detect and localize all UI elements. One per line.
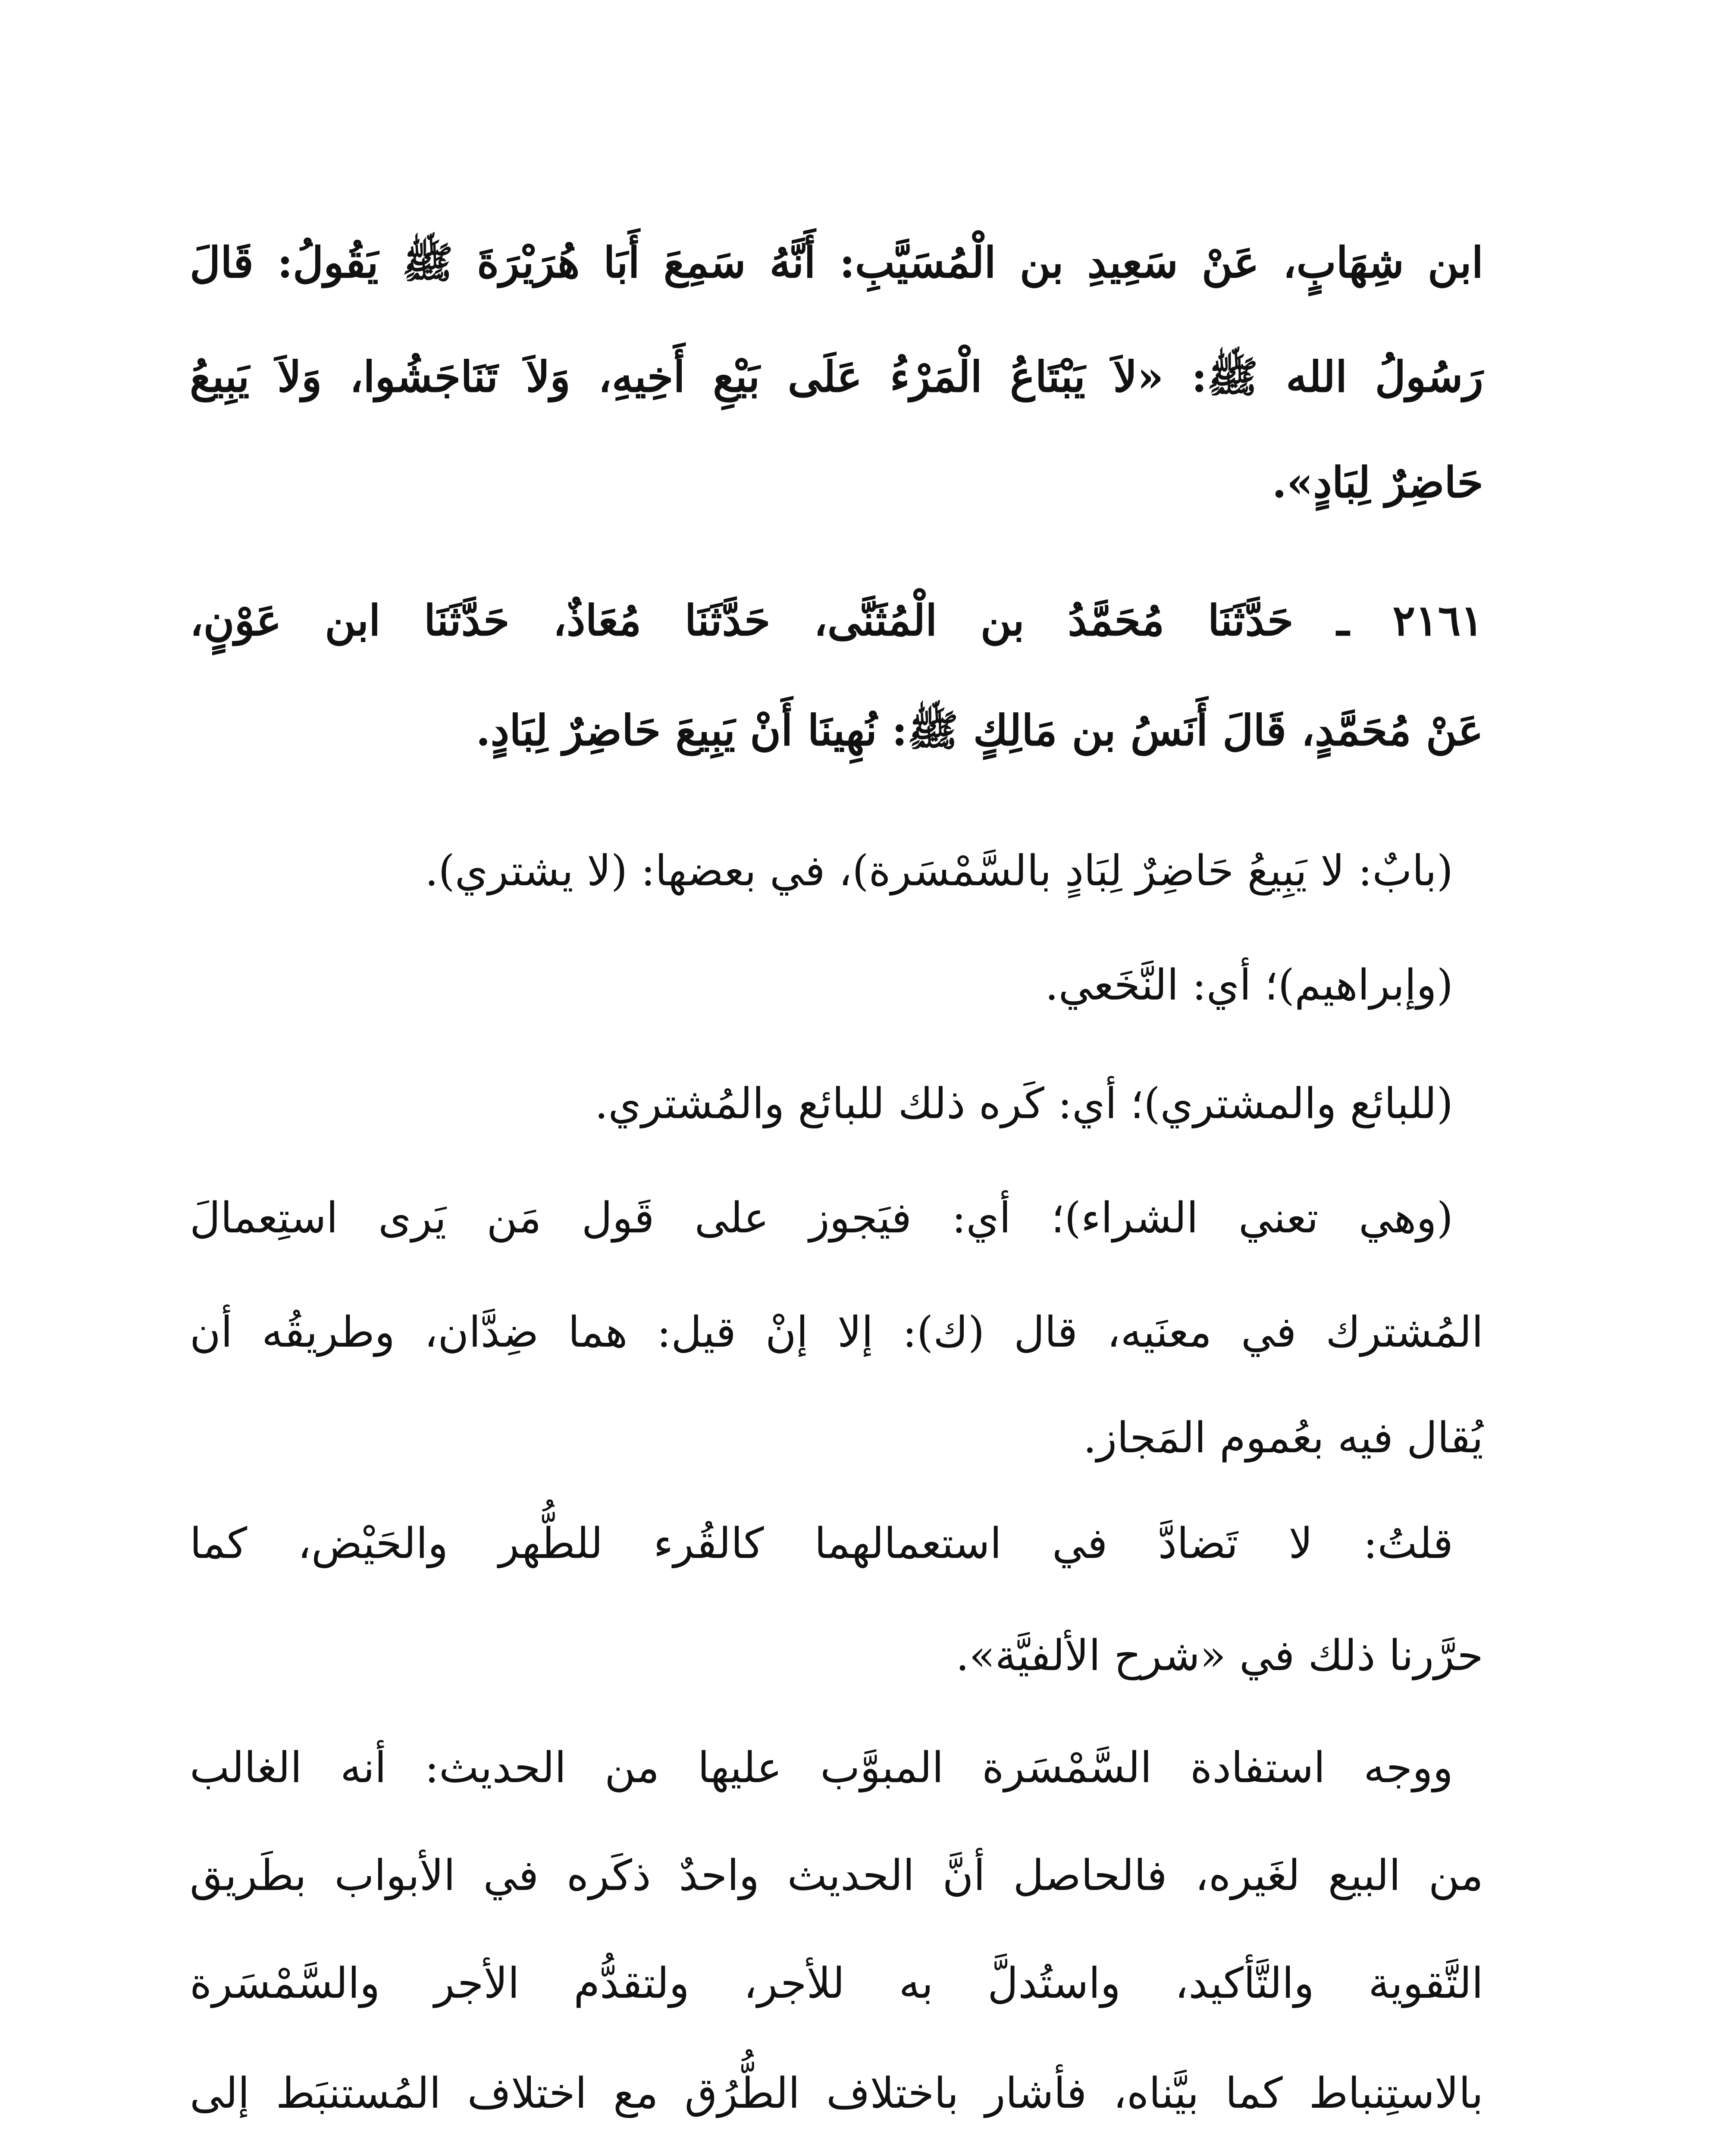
hadith-2160-line-3: حَاضِرٌ لِبَادٍ». [1272,458,1483,508]
commentary-shira-line-1: (وهي تعني الشراء)؛ أي: فيَجوز على قَول مَن يَرى استِعمالَ [190,1194,1453,1243]
hadith-2161-line-1: ٢١٦١ ـ حَدَّثَنَا مُحَمَّدُ بن الْمُثَنَّى، حَدَّثَنَا مُعَاذٌ، حَدَّثَنَا ابن عَوْنٍ، [190,596,1483,646]
commentary-wajh-line-3: التَّقوية والتَّأكيد، واستُدلَّ به للأجر، ولتقدُّم الأجر والسَّمْسَرة [190,1959,1483,2008]
commentary-wajh-line-2: من البيع لغَيره، فالحاصل أنَّ الحديث واحدٌ ذكَره في الأبواب بطَريق [190,1851,1483,1900]
hadith-2160-line-1: ابن شِهَابٍ، عَنْ سَعِيدِ بن الْمُسَيَّبِ: أَنَّهُ سَمِعَ أَبَا هُرَيْرَةَ ﷺ يَقُولُ: قَالَ [190,238,1483,288]
hadith-2161-line-2: عَنْ مُحَمَّدٍ، قَالَ أَنَسُ بن مَالِكٍ ﷺ: نُهِينَا أَنْ يَبِيعَ حَاضِرٌ لِبَادٍ. [476,706,1483,755]
commentary-qultu-line-2: حرَّرنا ذلك في «شرح الألفيَّة». [956,1631,1483,1680]
commentary-ibrahim: (وإبراهيم)؛ أي: النَّخَعي. [1045,961,1453,1010]
commentary-shira-line-3: يُقال فيه بعُموم المَجاز. [1083,1413,1483,1463]
hadith-2160-line-2: رَسُولُ الله ﷺ: «لاَ يَبْتَاعُ الْمَرْءُ عَلَى بَيْعِ أَخِيهِ، وَلاَ تَنَاجَشُوا، وَلاَ يَبِيعُ [190,352,1483,402]
commentary-wajh-line-4: بالاستِنباط كما بيَّناه، فأشار باختلاف الطُّرُق مع اختلاف المُستنبَط إلى [190,2069,1483,2118]
commentary-wajh-line-1: ووجه استفادة السَّمْسَرة المبوَّب عليها من الحديث: أنه الغالب [190,1743,1453,1792]
commentary-qultu-line-1: قلتُ: لا تَضادَّ في استعمالهما كالقُرء للطُّهر والحَيْض، كما [190,1519,1453,1568]
commentary-bab-heading: (بابٌ: لا يَبِيعُ حَاضِرٌ لِبَادٍ بالسَّمْسَرة)، في بعضها: (لا يشتري). [425,846,1453,896]
commentary-buyer-seller: (للبائع والمشتري)؛ أي: كَره ذلك للبائع والمُشتري. [595,1079,1453,1128]
commentary-shira-line-2: المُشترك في معنَيه، قال (ك): إلا إنْ قيل: هما ضِدَّان، وطريقُه أن [190,1308,1483,1357]
